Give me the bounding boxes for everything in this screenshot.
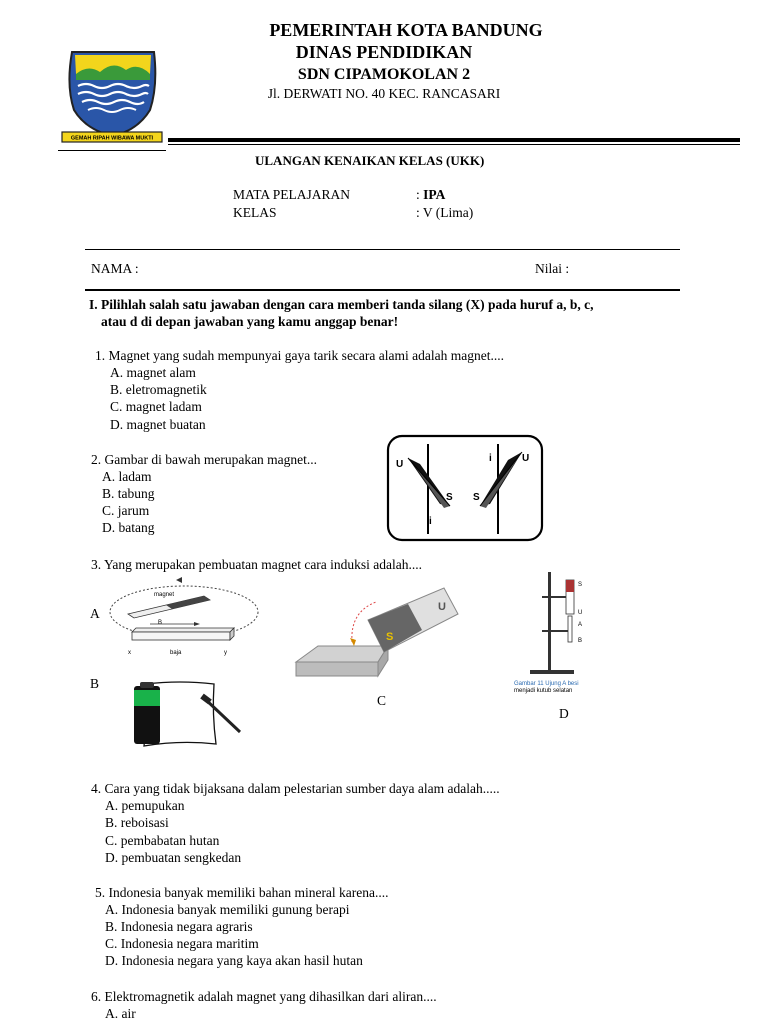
- q2-fig-i-left: i: [429, 516, 432, 527]
- name-rule-bottom: [85, 289, 680, 291]
- q4-option-a[interactable]: A. pemupukan: [105, 798, 185, 813]
- q1-option-c[interactable]: C. magnet ladam: [110, 399, 202, 414]
- class-label: KELAS: [233, 205, 277, 220]
- q2-fig-u-right: U: [522, 453, 530, 464]
- q3-fig-c-s-label: S: [386, 631, 394, 643]
- name-field-label[interactable]: NAMA :: [91, 261, 139, 276]
- q4-option-b[interactable]: B. reboisasi: [105, 815, 169, 830]
- q3-option-b-label[interactable]: B: [90, 676, 100, 691]
- q4-option-c[interactable]: C. pembabatan hutan: [105, 833, 220, 848]
- subject-ipa: IPA: [423, 187, 446, 202]
- score-field-label[interactable]: Nilai :: [535, 261, 570, 276]
- q5-option-c[interactable]: C. Indonesia negara maritim: [105, 936, 259, 951]
- q3-fig-d-caption2: menjadi kutub selatan: [514, 688, 573, 694]
- school-title: SDN CIPAMOKOLAN 2: [297, 66, 471, 83]
- q5-option-d[interactable]: D. Indonesia negara yang kaya akan hasil hutan: [105, 953, 363, 968]
- q3-fig-d-u-label: U: [578, 610, 583, 616]
- q2-text: 2. Gambar di bawah merupakan magnet...: [91, 452, 318, 467]
- logo-motto: GEMAH RIPAH WIBAWA MUKTI: [70, 135, 154, 142]
- q1-option-b[interactable]: B. eletromagnetik: [110, 382, 207, 397]
- school-address: Jl. DERWATI NO. 40 KEC. RANCASARI: [267, 86, 501, 101]
- q1-option-a[interactable]: A. magnet alam: [110, 365, 196, 380]
- q2-option-a[interactable]: A. ladam: [102, 469, 152, 484]
- q2-fig-u-left: U: [396, 459, 404, 470]
- q3-option-a-label[interactable]: A: [90, 606, 100, 621]
- q3-fig-d-stand: [508, 568, 608, 702]
- q3-fig-a-magnet-label: magnet: [154, 592, 175, 598]
- q3-option-d-label[interactable]: D: [559, 706, 569, 721]
- q3-fig-a-b-label: B: [158, 620, 163, 626]
- header-rule-thin: [168, 144, 740, 145]
- q3-fig-d-caption1: Gambar 11 Ujung A besi: [514, 681, 579, 687]
- q3-fig-b-battery: [120, 676, 244, 752]
- q5-option-a[interactable]: A. Indonesia banyak memiliki gunung berapi: [105, 902, 350, 917]
- q3-fig-a-x-label: x: [128, 650, 131, 656]
- q6-option-a[interactable]: A. air: [105, 1006, 136, 1021]
- q2-option-c[interactable]: C. jarum: [102, 503, 150, 518]
- q3-fig-d-b-label: B: [578, 638, 583, 644]
- q3-fig-d-s-label: S: [578, 582, 583, 588]
- q5-option-b[interactable]: B. Indonesia negara agraris: [105, 919, 253, 934]
- instruction-line2: atau d di depan jawaban yang kamu anggap benar!: [101, 314, 399, 329]
- instruction-line1: I. Pilihlah salah satu jawaban dengan cara memberi tanda silang (X) pada huruf a, b, c,: [89, 297, 594, 312]
- q2-needle-figure: [386, 434, 544, 542]
- q4-option-d[interactable]: D. pembuatan sengkedan: [105, 850, 242, 865]
- q3-fig-c-u-label: U: [438, 601, 446, 613]
- q3-fig-c-photo: [292, 582, 462, 682]
- q2-fig-i-right: i: [489, 453, 492, 464]
- q1-text: 1. Magnet yang sudah mempunyai gaya tarik secara alami adalah magnet....: [95, 348, 504, 363]
- gov-title: PEMERINTAH KOTA BANDUNG: [269, 20, 543, 40]
- name-rule-top: [85, 249, 680, 250]
- q3-option-c-label[interactable]: C: [377, 693, 387, 708]
- subject-sep: :: [416, 187, 424, 202]
- subject-label: MATA PELAJARAN: [233, 187, 351, 202]
- q1-option-d[interactable]: D. magnet buatan: [110, 417, 206, 432]
- logo-rule: [58, 150, 166, 151]
- q3-fig-d-a-label: A: [578, 622, 583, 628]
- q4-text: 4. Cara yang tidak bijaksana dalam pelestarian sumber daya alam adalah.....: [91, 781, 500, 796]
- class-value: : V (Lima): [416, 205, 474, 220]
- q3-fig-a-stroking: [106, 574, 262, 658]
- subject-value: [416, 186, 445, 203]
- q2-fig-s-left: S: [446, 492, 453, 503]
- q5-text: 5. Indonesia banyak memiliki bahan mineral karena....: [95, 885, 389, 900]
- header-rule-thick: [168, 138, 740, 142]
- dept-title: DINAS PENDIDIKAN: [295, 42, 473, 62]
- q6-text: 6. Elektromagnetik adalah magnet yang dihasilkan dari aliran....: [91, 989, 437, 1004]
- q2-option-d[interactable]: D. batang: [102, 520, 155, 535]
- q2-option-b[interactable]: B. tabung: [102, 486, 155, 501]
- q3-text: 3. Yang merupakan pembuatan magnet cara induksi adalah....: [91, 557, 423, 572]
- exam-title: ULANGAN KENAIKAN KELAS (UKK): [255, 153, 485, 168]
- q3-fig-a-baja-label: baja: [170, 650, 182, 656]
- q3-fig-a-y-label: y: [224, 650, 227, 656]
- q2-fig-s-right: S: [473, 492, 480, 503]
